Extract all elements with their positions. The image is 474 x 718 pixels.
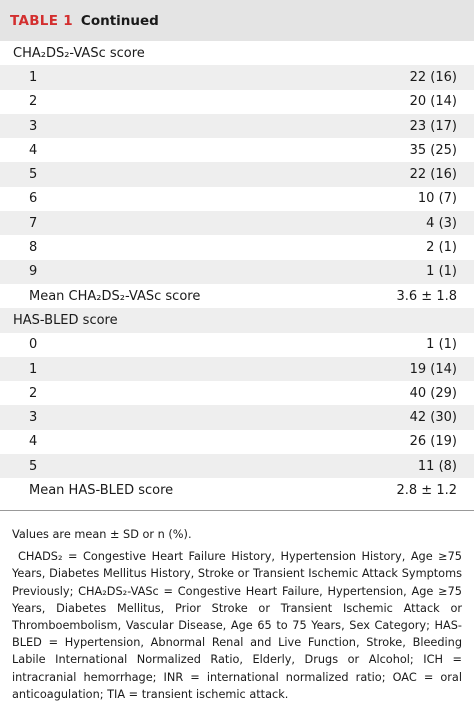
table-body [0, 41, 474, 503]
row-value: 1 (1) [426, 264, 457, 280]
continued-label: Continued [80, 12, 159, 29]
table-row [0, 90, 474, 114]
row-value: 42 (30) [409, 410, 457, 426]
row-label: Mean CHA₂DS₂-VASc score [29, 288, 201, 304]
row-value: 22 (16) [409, 167, 457, 183]
row-label: 5 [29, 167, 38, 183]
row-label: 4 [29, 142, 38, 158]
table-row [0, 138, 474, 162]
table-row [0, 454, 474, 478]
table-row [0, 405, 474, 429]
abbreviations-note: CHADS₂ = Congestive Heart Failure History, Hypertension History, Age ≥75 Years, Diabetes Mellitus History, Stroke or Transient Ischemic Attack Symptoms Previously; CHA₂DS₂-VASc = Congestive Heart Failure, Hypertension, Age ≥75 Years, Diabetes Mellitus, Prior Stroke or Transient Ischemic Attack or Thromboembolism, Vascular Disease, Age 65 to 75 Years, Sex Category; HAS-BLED = Hypertension, Abnormal Renal and Live Function, Stroke, Bleeding Labile International Normalized Ratio, Elderly, Drugs or Alcohol; ICH = intracranial hemorrhage; INR = international normalized ratio; OAC = oral anticoagulation; TIA = transient ischemic attack. [12, 550, 462, 701]
row-value: 2 (1) [426, 240, 457, 256]
table-row [0, 211, 474, 235]
row-value: 22 (16) [409, 69, 457, 85]
row-value: 1 (1) [426, 337, 457, 353]
row-value: 23 (17) [409, 118, 457, 134]
table-row [0, 333, 474, 357]
table-row [0, 187, 474, 211]
row-label: 1 [29, 361, 38, 377]
table-row [0, 65, 474, 89]
row-label: 2 [29, 385, 38, 401]
row-value: 2.8 ± 1.2 [396, 482, 457, 498]
table-row [0, 357, 474, 381]
row-value: 4 (3) [426, 215, 457, 231]
row-label: 2 [29, 94, 38, 110]
table-row [0, 235, 474, 259]
table-footnotes [0, 510, 474, 718]
row-label: 6 [29, 191, 38, 207]
row-value: 3.6 ± 1.8 [396, 288, 457, 304]
table-row-mean [0, 478, 474, 502]
section-label: CHA₂DS₂-VASc score [13, 45, 145, 61]
section-header-has-bled [0, 308, 474, 332]
section-header-cha2ds2-vasc [0, 41, 474, 65]
row-label: 1 [29, 69, 38, 85]
row-label: 3 [29, 118, 38, 134]
row-value: 35 (25) [409, 142, 457, 158]
row-value: 40 (29) [409, 385, 457, 401]
row-value: 19 (14) [409, 361, 457, 377]
row-label: 4 [29, 434, 38, 450]
row-value: 11 (8) [417, 458, 457, 474]
row-label: 0 [29, 337, 38, 353]
row-label: 3 [29, 410, 38, 426]
table-row [0, 381, 474, 405]
row-label: 9 [29, 264, 38, 280]
table-row-mean [0, 284, 474, 308]
table-row [0, 430, 474, 454]
row-label: 8 [29, 240, 38, 256]
section-label: HAS-BLED score [13, 312, 118, 328]
row-label: Mean HAS-BLED score [29, 482, 174, 498]
row-value: 26 (19) [409, 434, 457, 450]
values-note: Values are mean ± SD or n (%). [12, 528, 192, 541]
row-value: 20 (14) [409, 94, 457, 110]
table-row [0, 260, 474, 284]
table-label: TABLE 1 [10, 12, 73, 29]
table-row [0, 114, 474, 138]
row-value: 10 (7) [417, 191, 457, 207]
row-label: 5 [29, 458, 38, 474]
table-row [0, 162, 474, 186]
table-header [0, 0, 474, 41]
row-label: 7 [29, 215, 38, 231]
